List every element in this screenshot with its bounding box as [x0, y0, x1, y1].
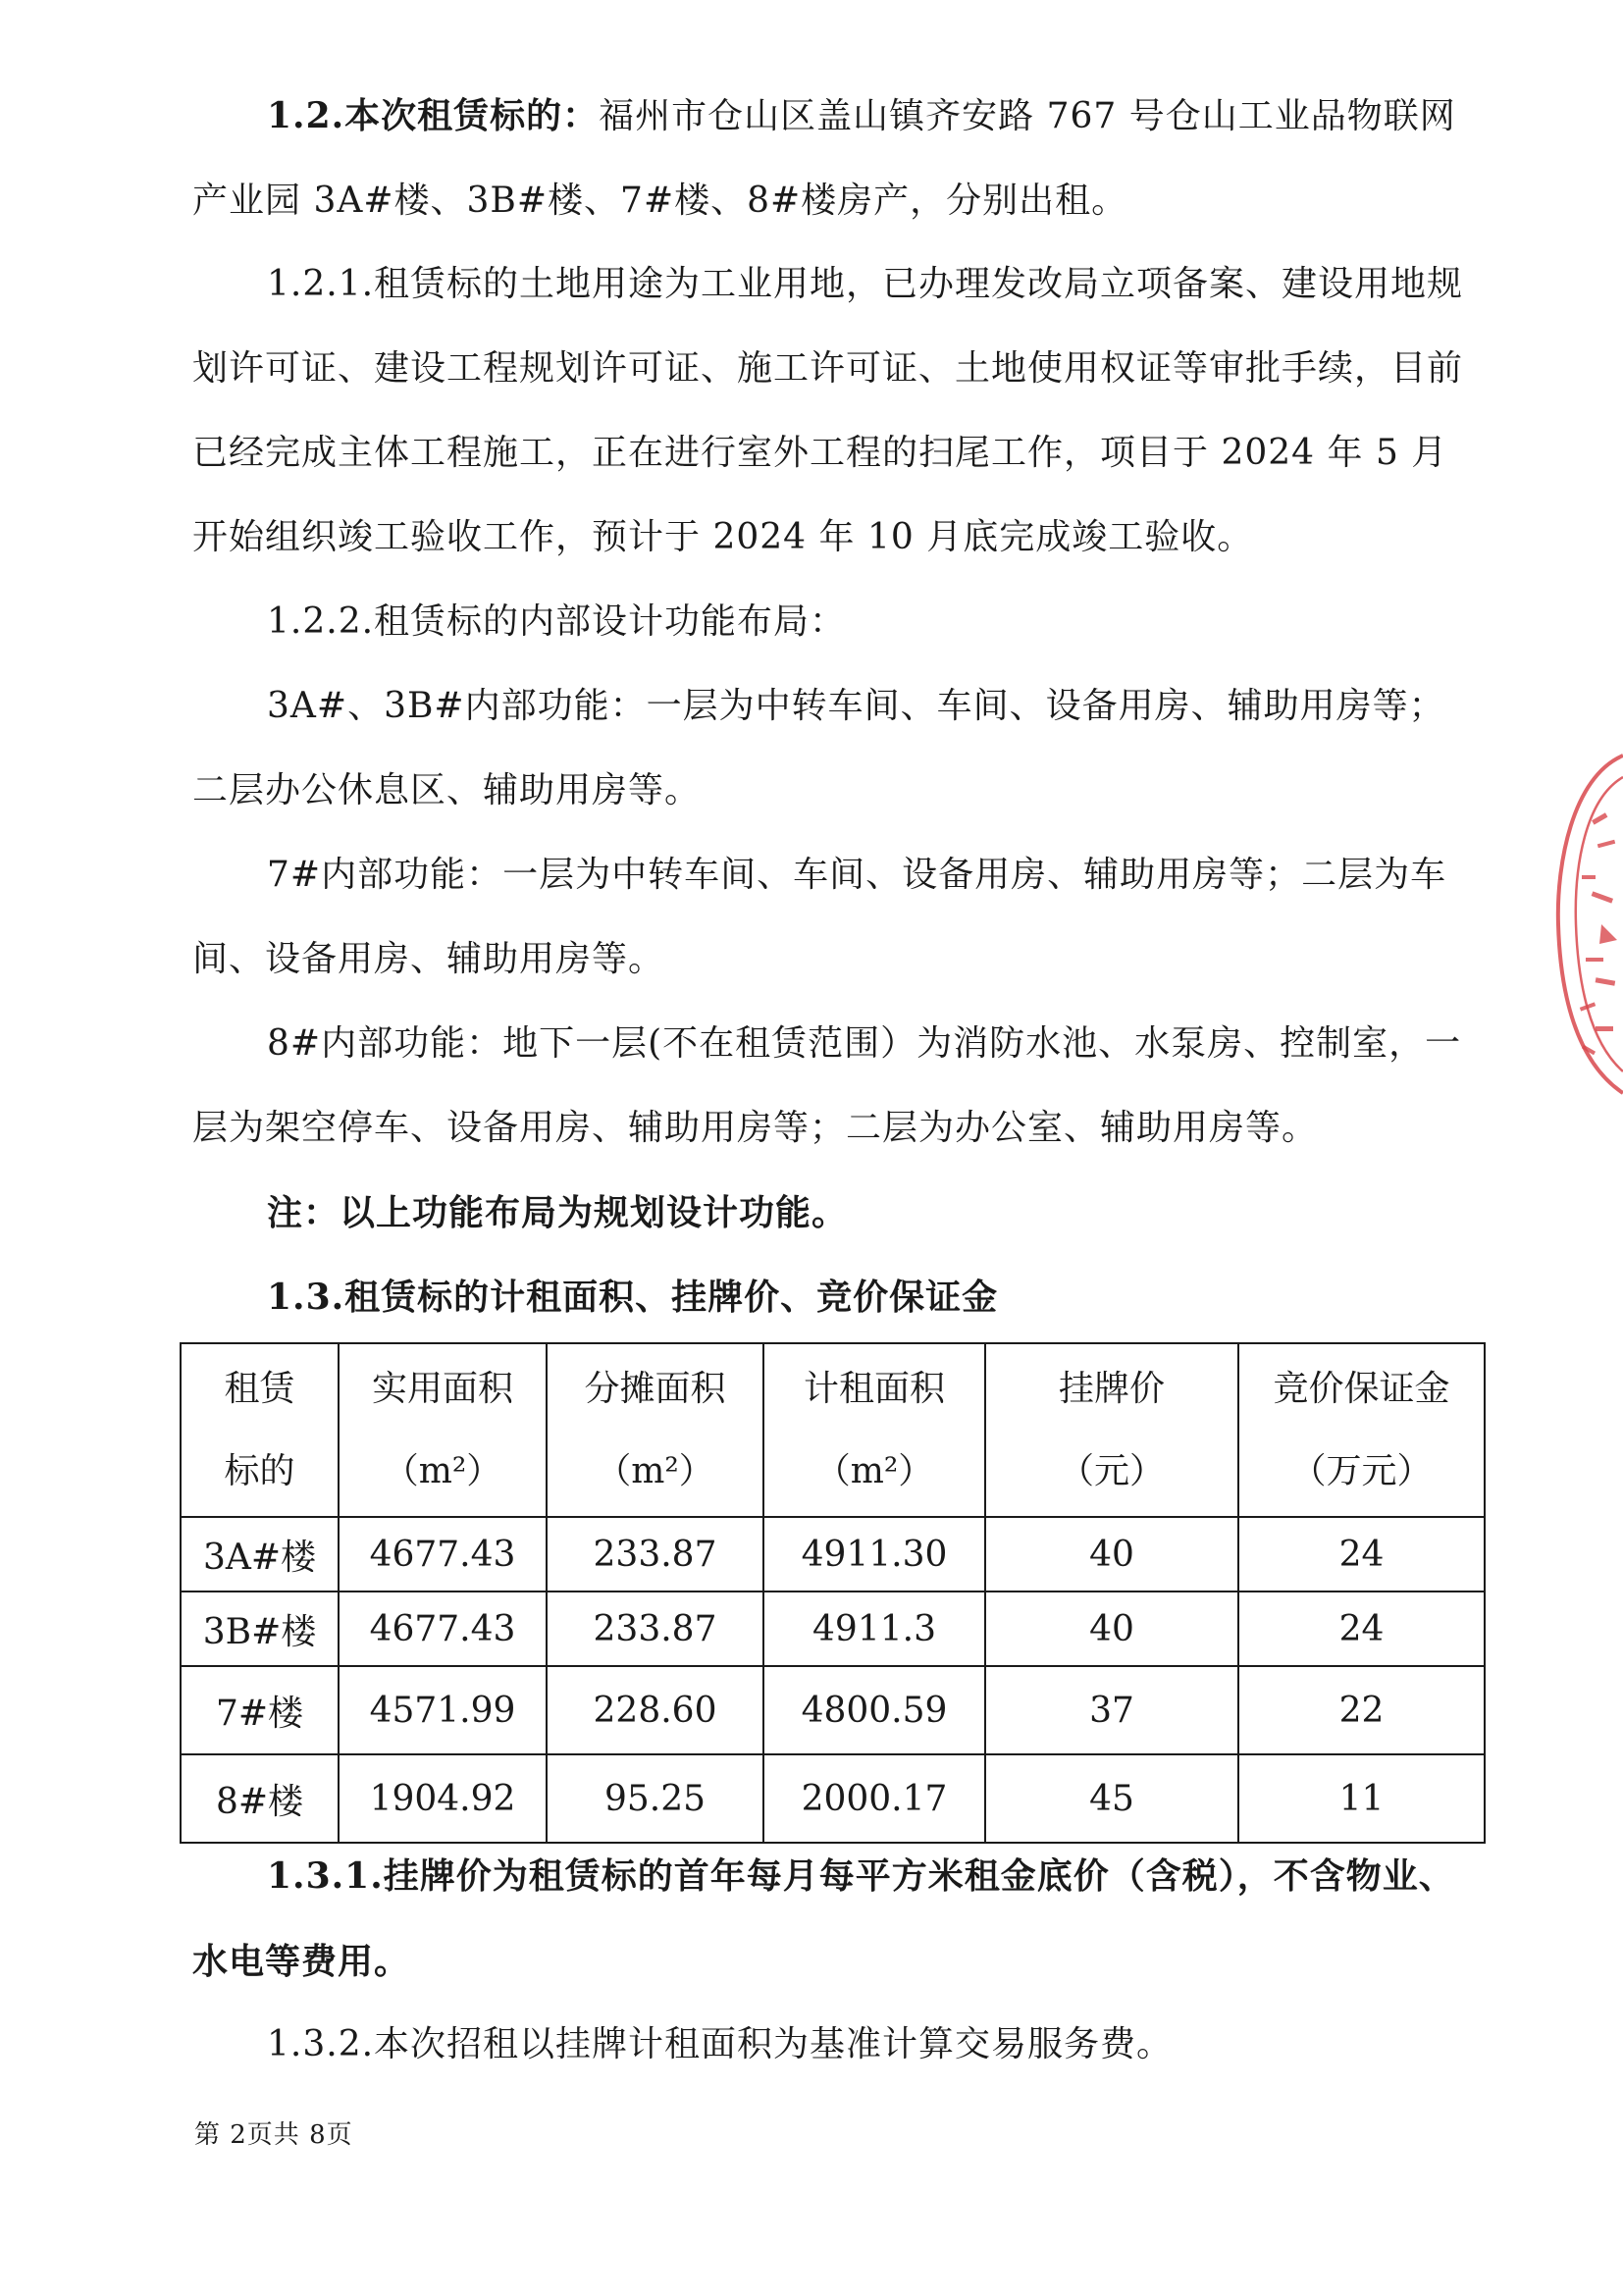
table-cell: 7#楼: [181, 1666, 339, 1754]
table-cell: 4571.99: [339, 1666, 547, 1754]
official-seal-icon: [1552, 748, 1623, 1101]
header-cell-rent-area: 计租面积 （m²）: [763, 1343, 985, 1517]
table-cell: 2000.17: [763, 1754, 985, 1843]
table-row: [181, 1666, 1485, 1754]
function-8: 8#内部功能：地下一层(不在租赁范围）为消防水池、水泵房、控制室，一层为架空停车、设备用房、辅助用房等；二层为办公室、辅助用房等。: [192, 1023, 1462, 1148]
table-row: [181, 1754, 1485, 1843]
table-cell: 11: [1238, 1754, 1485, 1843]
header-cell-deposit: 竞价保证金 （万元）: [1238, 1343, 1485, 1517]
table-cell: 40: [985, 1592, 1238, 1666]
section-1-3-1-text: 1.3.1.挂牌价为租赁标的首年每月每平方米租金底价（含税），不含物业、水电等费用。: [192, 1855, 1455, 1982]
table-cell: 24: [1238, 1592, 1485, 1666]
section-1-3-title-text: 1.3.租赁标的计租面积、挂牌价、竞价保证金: [267, 1277, 999, 1318]
section-1-3-title: [192, 1255, 1472, 1340]
rent-table: [180, 1342, 1486, 1844]
table-cell: 4677.43: [339, 1592, 547, 1666]
page-footer: 第 2页共 8页: [194, 2120, 353, 2150]
table-cell: 4677.43: [339, 1517, 547, 1592]
table-row: [181, 1592, 1485, 1666]
table-cell: 40: [985, 1517, 1238, 1592]
section-1-2-2: 1.2.2.租赁标的内部设计功能布局：: [267, 601, 847, 642]
table-cell: 228.60: [547, 1666, 763, 1754]
table-cell: 233.87: [547, 1517, 763, 1592]
layout-note: 注：以上功能布局为规划设计功能。: [267, 1192, 849, 1233]
function-7: 7#内部功能：一层为中转车间、车间、设备用房、辅助用房等；二层为车间、设备用房、辅助用房等。: [192, 855, 1447, 979]
table-row: [181, 1517, 1485, 1592]
section-1-2-text: 福州市仓山区盖山镇齐安路 767 号仓山工业品物联网产业园 3A#楼、3B#楼、7#楼、8#楼房产，分别出租。: [192, 96, 1456, 221]
section-1-2-heading: 1.2.本次租赁标的：: [267, 95, 600, 136]
table-cell: 4911.30: [763, 1517, 985, 1592]
function-3a-3b: 3A#、3B#内部功能：一层为中转车间、车间、设备用房、辅助用房等；二层办公休息区、辅助用房等。: [192, 686, 1445, 810]
section-1-2: [192, 74, 1472, 243]
table-cell: 3A#楼: [181, 1517, 339, 1592]
table-cell: 4800.59: [763, 1666, 985, 1754]
table-cell: 45: [985, 1754, 1238, 1843]
section-1-2-1: 1.2.1.租赁标的土地用途为工业用地，已办理发改局立项备案、建设用地规划许可证、建设工程规划许可证、施工许可证、土地使用权证等审批手续，目前已经完成主体工程施工，正在进行室外工程的扫尾工作，项目于 2024 年 5 月开始组织竣工验收工作，预计于 2024 年 10 月底完成竣工验收。: [192, 264, 1464, 557]
header-cell-listing-price: 挂牌价 （元）: [985, 1343, 1238, 1517]
table-cell: 3B#楼: [181, 1592, 339, 1666]
table-cell: 24: [1238, 1517, 1485, 1592]
table-cell: 22: [1238, 1666, 1485, 1754]
table-cell: 4911.3: [763, 1592, 985, 1666]
section-1-3-1: [192, 1834, 1472, 2005]
header-cell-shared-area: 分摊面积 （m²）: [547, 1343, 763, 1517]
header-cell-usable-area: 实用面积 （m²）: [339, 1343, 547, 1517]
table-header-row: [181, 1343, 1485, 1517]
header-cell-target: 租赁 标的: [181, 1343, 339, 1517]
table-cell: 233.87: [547, 1592, 763, 1666]
table-cell: 37: [985, 1666, 1238, 1754]
table-cell: 95.25: [547, 1754, 763, 1843]
table-cell: 1904.92: [339, 1754, 547, 1843]
table-cell: 8#楼: [181, 1754, 339, 1843]
section-1-3-2: 1.3.2.本次招租以挂牌计租面积为基准计算交易服务费。: [267, 2024, 1174, 2064]
